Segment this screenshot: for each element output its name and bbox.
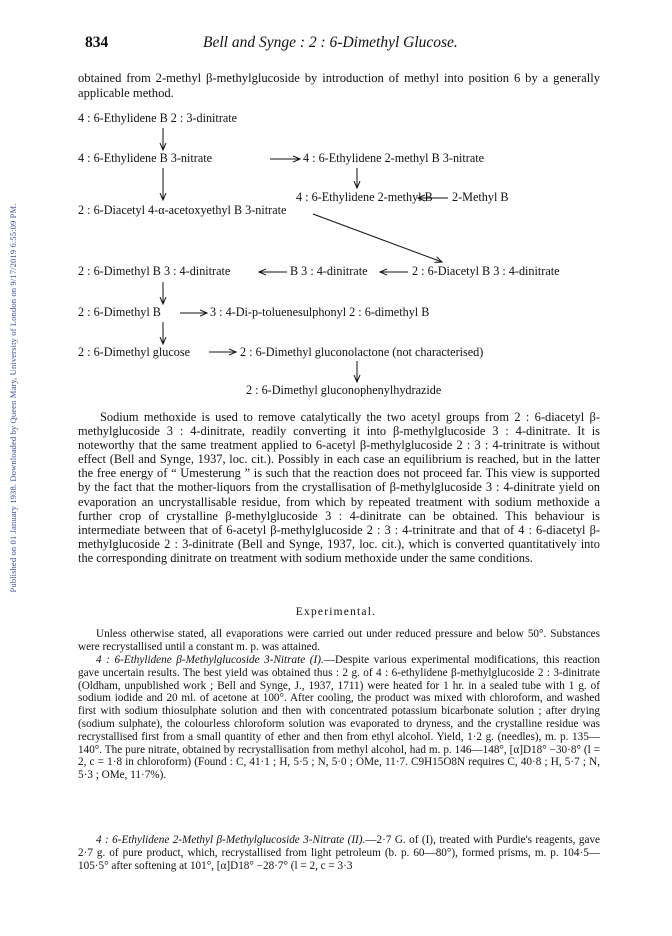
download-notice: Published on 01 January 1938. Downloaded by Queen Mary, University of London on 9/17/2019 6:55:09 PM. bbox=[8, 203, 18, 593]
experimental-heading: Experimental. bbox=[295, 606, 377, 618]
compound-n6: 2 : 6-Diacetyl 4-α-acetoxyethyl B 3-nitrate bbox=[78, 203, 287, 217]
compound-n3: 4 : 6-Ethylidene 2-methyl B 3-nitrate bbox=[303, 151, 485, 165]
compound-n7: 2 : 6-Dimethyl B 3 : 4-dinitrate bbox=[78, 264, 231, 278]
compound-I-heading: 4 : 6-Ethylidene β-Methylglucoside 3-Nitrate (I). bbox=[96, 654, 324, 666]
compound-n12: 2 : 6-Dimethyl glucose bbox=[78, 345, 191, 359]
compound-n5: 2-Methyl B bbox=[452, 190, 509, 204]
compound-II-text: —2·7 G. of (I), treated with Purdie's reagents, gave 2·7 g. of pure product, which, recrystallised from light petroleum (b. p. 60—80°), formed prisms, m. p. 104·5—105·5° after softening at 101°, [α]D18° −28·7° (l = 2, c = 3·3 bbox=[78, 834, 600, 872]
running-title: Bell and Synge : 2 : 6-Dimethyl Glucose. bbox=[203, 34, 458, 51]
compound-I-text: —Despite various experimental modifications, this reaction gave uncertain results. The best yield was obtained thus : 2 g. of 4 : 6-ethylidene β-methylglucoside 2 : 3-dinitrate (Oldham, unpublished work ; Bell and Synge, J., 1937, 1711) were heated for 1 hr. in a sealed tube with 1 g. of sodium iodide and 20 ml. of acetone at 100°. After cooling, the product was mixed with chloroform, and washed first with sodium thiosulphate solution and then with concentrated potassium bicarbonate solution ; after drying (sodium sulphate), the colourless chloroform solution was evaporated to dryness, and the crystalline residue was recrystallised first from a small quantity of ether and then from ethyl alcohol. Yield, 1·2 g. (needles), m. p. 135—140°. The pure nitrate, obtained by recrystallisation from methyl alcohol, had m. p. 146—148°, [α]D18° −30·8° (l = 2, c = 1·8 in chloroform) (Found : C, 41·1 ; H, 5·5 ; N, 5·0 ; OMe, 11·7. C9H15O8N requires C, 40·8 ; H, 5·7 ; N, 5·3 ; OMe, 11·7%). bbox=[78, 654, 600, 782]
compound-n14: 2 : 6-Dimethyl gluconophenylhydrazide bbox=[246, 383, 442, 397]
discussion-paragraph: Sodium methoxide is used to remove catalytically the two acetyl groups from 2 : 6-diacetyl β-methylglucoside 3 : 4-dinitrate, readily converting it into β-methylglucoside 3 : 4-dinitrate. It is noteworthy that the same treatment applied to 6-acetyl β-methylglucoside 2 : 3 : 4-trinitrate is without effect (Bell and Synge, 1937, loc. cit.). Possibly in each case an equilibrium is reached, but in the latter the free energy of “ Umesterung ” is such that the reaction does not proceed far. This view is supported by the fact that the mother-liquors from the crystallisation of β-methylglucoside 3 : 4-dinitrate yield on evaporation an uncrystallisable residue, from which by repeated treatment with sodium methoxide a further crop of crystalline β-methylglucoside 3 : 4-dinitrate can be obtained. This behaviour is intermediate between that of 6-acetyl β-methylglucoside 2 : 3 : 4-trinitrate and that of 4 : 6-diacetyl β-methylglucoside 2 : 3-dinitrate (Bell and Synge, 1937, loc. cit.), which is converted quantitatively into the corresponding dinitrate on treatment with sodium methoxide under the same conditions. bbox=[78, 410, 600, 565]
compound-II-heading: 4 : 6-Ethylidene 2-Methyl β-Methylglucoside 3-Nitrate (II). bbox=[96, 834, 366, 846]
experimental-compound-II bbox=[78, 834, 600, 872]
compound-n4: 4 : 6-Ethylidene 2-methyl B bbox=[296, 190, 433, 204]
intro-text: obtained from 2-methyl β-methylglucoside by introduction of methyl into position 6 by a generally applicable method. bbox=[78, 71, 600, 100]
arrow-n6-n9 bbox=[313, 214, 442, 262]
experimental-intro: Unless otherwise stated, all evaporations were carried out under reduced pressure and below 50°. Substances were recrystallised until a constant m. p. was attained. bbox=[78, 628, 600, 653]
compound-n11: 3 : 4-Di-p-toluenesulphonyl 2 : 6-dimethyl B bbox=[210, 305, 430, 319]
experimental-compound-I bbox=[78, 654, 600, 782]
compound-n8: B 3 : 4-dinitrate bbox=[290, 264, 368, 278]
compound-n10: 2 : 6-Dimethyl B bbox=[78, 305, 161, 319]
page-number: 834 bbox=[85, 34, 109, 51]
compound-n2: 4 : 6-Ethylidene B 3-nitrate bbox=[78, 151, 213, 165]
compound-n9: 2 : 6-Diacetyl B 3 : 4-dinitrate bbox=[412, 264, 560, 278]
reaction-scheme bbox=[0, 0, 672, 410]
compound-n1: 4 : 6-Ethylidene B 2 : 3-dinitrate bbox=[78, 111, 238, 125]
compound-n13: 2 : 6-Dimethyl gluconolactone (not characterised) bbox=[240, 345, 484, 359]
